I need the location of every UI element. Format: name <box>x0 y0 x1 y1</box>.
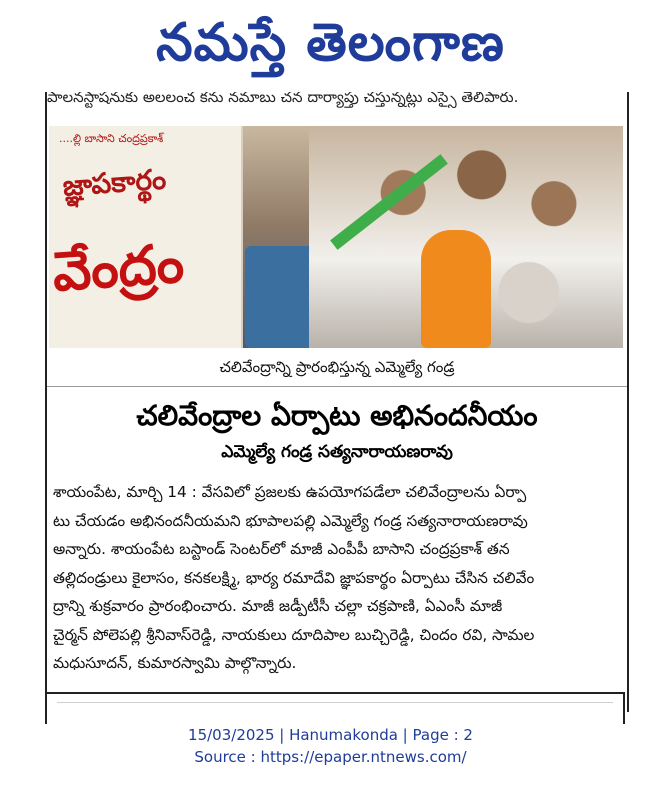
article-body-line: ద్రాన్ని శుక్రవారం ప్రారంభించారు. మాజీ జడ్పీటీసీ చల్లా చక్రపాణి, ఏఎంసీ మాజీ <box>53 597 503 615</box>
banner-mid-text: జ్ఞాపకార్థం <box>61 162 168 203</box>
previous-article-cut-line: పాలనస్టాషనుకు అలలంచ కను నమాబు చన దార్యాప్తు చస్తున్నట్లు ఎస్సై తెలిపారు. <box>47 92 519 106</box>
newspaper-masthead: నమస్తే తెలంగాణ <box>156 12 505 73</box>
article-headline: చలివేంద్రాల ఏర్పాటు అభినందనీయం <box>136 399 538 432</box>
mla-with-garland <box>421 230 491 348</box>
epaper-footer <box>0 724 661 768</box>
banner-big-text: వేంద్రం <box>50 231 186 304</box>
photo-banner <box>49 126 243 348</box>
article-body-line: అన్నారు. శాయంపేట బస్టాండ్ సెంటర్‌లో మాజీ ఎంపీపీ బాసాని చంద్రప్రకాశ్ తన <box>53 540 510 558</box>
photo-caption: చలివేంద్రాన్ని ప్రారంభిస్తున్న ఎమ్మెల్యే గండ్ర <box>219 358 455 376</box>
footer-date-edition: 15/03/2025 | Hanumakonda | Page : 2 <box>188 726 473 744</box>
article-body-line: టు చేయడం అభినందనీయమని భూపాలపల్లి ఎమ్మెల్యే గండ్ర సత్యనారాయణరావు <box>53 511 528 530</box>
news-photo <box>49 126 623 348</box>
caption-divider <box>47 386 627 387</box>
article-body-line: చైర్మన్ పోలెపల్లి శ్రీనివాస్‌రెడ్డి, నాయకులు దూదిపాల బుచ్చిరెడ్డి, చిందం రవి, సామల <box>53 625 535 644</box>
next-article-box <box>45 692 625 724</box>
banner-top-text: ....ల్లి బాసాని చంద్రప్రకాశ్ <box>59 132 164 145</box>
article-body-line: తల్లిదండ్రులు కైలాసం, కనకలక్ష్మి, భార్య రమాదేవి జ్ఞాపకార్థం ఏర్పాటు చేసిన చలివేం <box>53 568 535 587</box>
article-subheadline: ఎమ్మెల్యే గండ్ర సత్యనారాయణరావు <box>221 442 453 462</box>
next-article-rule <box>57 702 613 703</box>
footer-source-link[interactable]: Source : https://epaper.ntnews.com/ <box>194 748 467 766</box>
article-body <box>53 478 619 678</box>
article-body-line: శాయంపేట, మార్చి 14 : వేసవిలో ప్రజలకు ఉపయోగపడేలా చలివేంద్రాలను ఏర్పా <box>53 483 527 501</box>
news-clipping <box>45 92 629 712</box>
article-body-line: మధుసూదన్, కుమారస్వామి పాల్గొన్నారు. <box>53 654 297 672</box>
